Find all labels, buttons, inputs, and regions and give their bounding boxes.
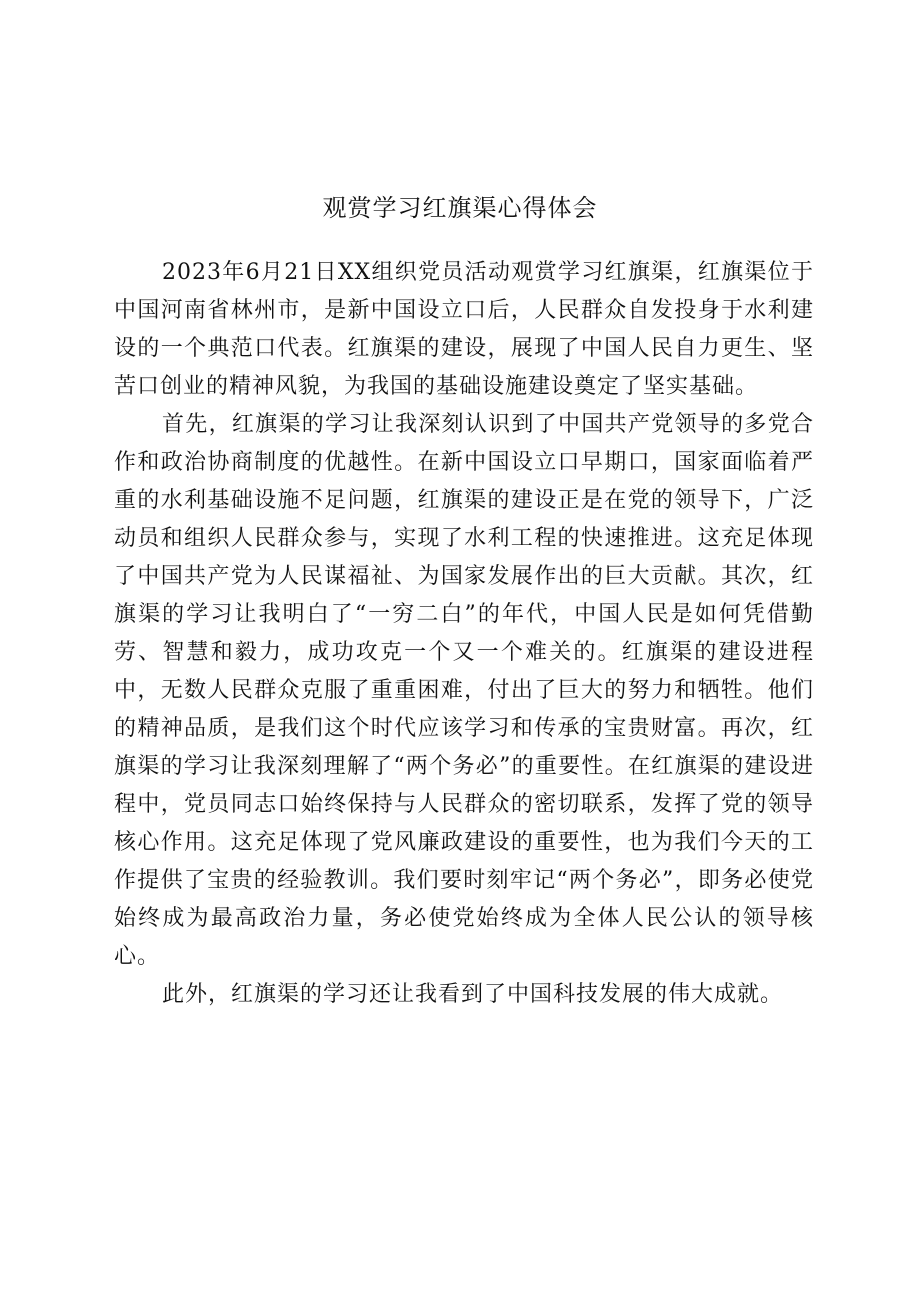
paragraph-2: 首先，红旗渠的学习让我深刻认识到了中国共产党领导的多党合作和政治协商制度的优越性。在新中国设立口早期口，国家面临着严重的水利基础设施不足问题，红旗渠的建设正是在党的领导下，广泛动员和组织人民群众参与，实现了水利工程的快速推进。这充足体现了中国共产党为人民谋福祉、为国家发展作出的巨大贡献。其次，红旗渠的学习让我明白了“一穷二白”的年代，中国人民是如何凭借勤劳、智慧和毅力，成功攻克一个又一个难关的。红旗渠的建设进程中，无数人民群众克服了重重困难，付出了巨大的努力和牺牲。他们的精神品质，是我们这个时代应该学习和传承的宝贵财富。再次，红旗渠的学习让我深刻理解了“两个务必”的重要性。在红旗渠的建设进程中，党员同志口始终保持与人民群众的密切联系，发挥了党的领导核心作用。这充足体现了党风廉政建设的重要性，也为我们今天的工作提供了宝贵的经验教训。我们要时刻牢记“两个务必”，即务必使党始终成为最高政治力量，务必使党始终成为全体人民公认的领导核心。 — [114, 412, 814, 969]
document-body — [114, 254, 814, 1014]
paragraph-1: 2023年6月21日XX组织党员活动观赏学习红旗渠，红旗渠位于中国河南省林州市，是新中国设立口后，人民群众自发投身于水利建设的一个典范口代表。红旗渠的建设，展现了中国人民自力更生、坚苦口创业的精神风貌，为我国的基础设施建设奠定了坚实基础。 — [114, 260, 814, 399]
paragraph-3: 此外，红旗渠的学习还让我看到了中国科技发展的伟大成就。 — [162, 982, 784, 1007]
document-title: 观赏学习红旗渠心得体会 — [322, 194, 598, 222]
